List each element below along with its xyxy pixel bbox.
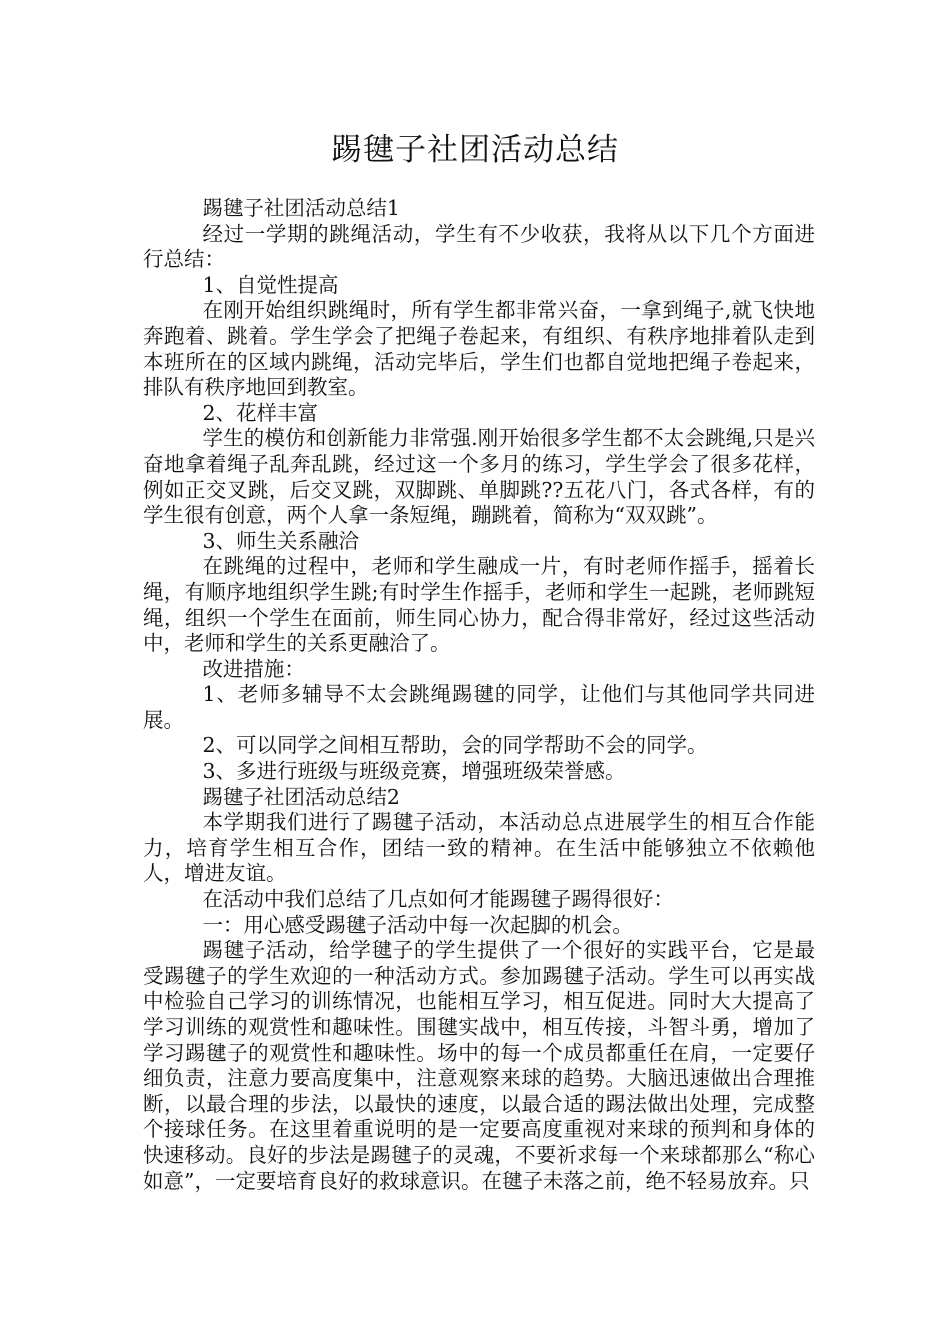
paragraph: 在刚开始组织跳绳时，所有学生都非常兴奋，一拿到绳子,就飞快地奔跑着、跳着。学生学会了把绳子卷起来，有组织、有秩序地排着队走到本班所在的区域内跳绳，活动完毕后，学生们也都自觉地把绳子卷起来，排队有秩序地回到教室。 — [143, 298, 815, 400]
list-item: 2、可以同学之间相互帮助，会的同学帮助不会的同学。 — [202, 733, 708, 758]
paragraph: 在活动中我们总结了几点如何才能踢毽子踢得很好： — [202, 887, 674, 912]
section-heading-1: 踢毽子社团活动总结1 — [202, 196, 400, 220]
section-heading-2: 踢毽子社团活动总结2 — [202, 784, 400, 809]
document-body — [143, 196, 815, 1194]
paragraph: 本学期我们进行了踢毽子活动，本活动总点进展学生的相互合作能力，培育学生相互合作，团结一致的精神。在生活中能够独立不依赖他人，增进友谊。 — [143, 810, 815, 886]
paragraph: 踢毽子活动，给学毽子的学生提供了一个很好的实践平台，它是最受踢毽子的学生欢迎的一种活动方式。参加踢毽子活动。学生可以再实战中检验自己学习的训练情况，也能相互学习，相互促进。同时大大提高了学习训练的观赏性和趣味性。围毽实战中，相互传接，斗智斗勇，增加了学习踢毽子的观赏性和趣味性。场中的每一个成员都重任在肩，一定要仔细负责，注意力要高度集中，注意观察来球的趋势。大脑迅速做出合理推断，以最合理的步法，以最快的速度，以最合适的踢法做出处理，完成整个接球任务。在这里着重说明的是一定要高度重视对来球的预判和身体的快速移动。良好的步法是踢毽子的灵魂，不要祈求每一个来球都那么“称心如意”，一定要培育良好的救球意识。在毽子未落之前，绝不轻易放弃。只 — [143, 938, 815, 1193]
subheading: 3、师生关系融洽 — [202, 528, 359, 553]
list-item: 1、老师多辅导不太会跳绳踢毽的同学，让他们与其他同学共同进展。 — [143, 682, 815, 732]
subheading: 改进措施： — [202, 656, 305, 681]
document-title: 踢毽子社团活动总结 — [331, 132, 619, 168]
paragraph: 一：用心感受踢毽子活动中每一次起脚的机会。 — [202, 912, 633, 937]
subheading: 1、自觉性提高 — [202, 272, 339, 297]
subheading: 2、花样丰富 — [202, 400, 318, 425]
paragraph: 学生的模仿和创新能力非常强.刚开始很多学生都不太会跳绳,只是兴奋地拿着绳子乱奔乱跳，经过这一个多月的练习，学生学会了很多花样，例如正交叉跳，后交叉跳，双脚跳、单脚跳??五花八门，各式各样，有的学生很有创意，两个人拿一条短绳，蹦跳着，简称为“双双跳”。 — [143, 426, 815, 528]
paragraph: 经过一学期的跳绳活动，学生有不少收获，我将从以下几个方面进行总结： — [143, 221, 815, 272]
paragraph: 在跳绳的过程中，老师和学生融成一片，有时老师作摇手，摇着长绳，有顺序地组织学生跳;有时学生作摇手，老师和学生一起跳，老师跳短绳，组织一个学生在面前，师生同心协力，配合得非常好，经过这些活动中，老师和学生的关系更融洽了。 — [143, 554, 815, 656]
list-item: 3、多进行班级与班级竞赛，增强班级荣誉感。 — [202, 759, 626, 784]
